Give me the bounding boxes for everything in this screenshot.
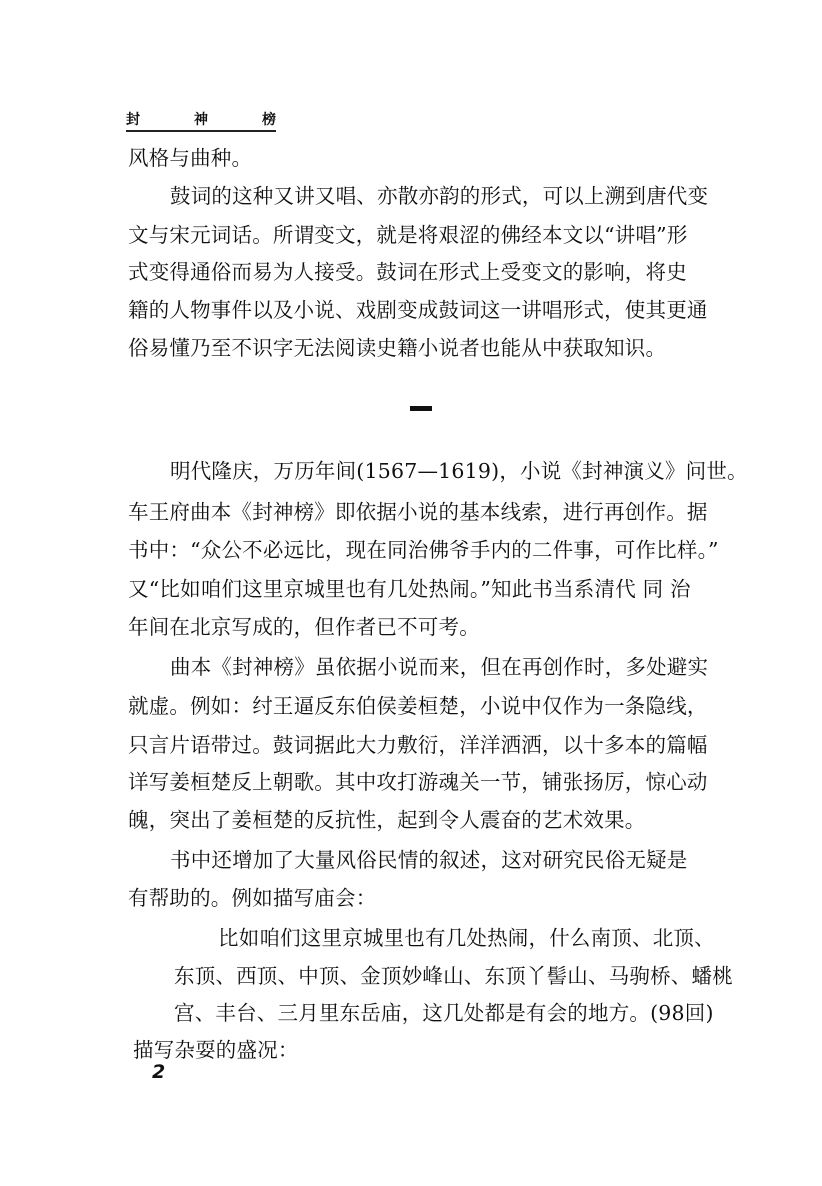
text-line: 鼓词的这种又讲又唱、亦散亦韵的形式，可以上溯到唐代变 — [170, 184, 709, 208]
running-title-char-2: 神 — [194, 112, 208, 128]
quote-line: 比如咱们这里京城里也有几处热闹，什么南顶、北顶、 — [218, 926, 715, 950]
text-line: 籍的人物事件以及小说、戏剧变成鼓词这一讲唱形式，使其更通 — [128, 298, 708, 322]
running-title-char-3: 榜 — [262, 112, 276, 128]
page-number: 2 — [152, 1061, 166, 1083]
text-line: 就虚。例如：纣王逼反东伯侯姜桓楚，小说中仅作为一条隐线， — [128, 694, 708, 718]
section-number-marker — [410, 406, 432, 411]
text-line: 俗易懂乃至不识字无法阅读史籍小说者也能从中获取知识。 — [128, 336, 667, 360]
text-line: 只言片语带过。鼓词据此大力敷衍，洋洋洒洒，以十多本的篇幅 — [128, 733, 708, 757]
text-line: 年间在北京写成的，但作者已不可考。 — [128, 615, 480, 639]
text-line: 风格与曲种。 — [128, 146, 253, 170]
text-line: 魄，突出了姜桓楚的反抗性，起到令人震奋的艺术效果。 — [128, 808, 646, 832]
running-header — [126, 106, 276, 132]
text-line: 书中还增加了大量风俗民情的叙述，这对研究民俗无疑是 — [170, 848, 688, 872]
text-line: 书中：“众公不必远比，现在同治佛爷手内的二件事，可作比样。” — [128, 538, 719, 562]
quote-line: 宫、丰台、三月里东岳庙，这几处都是有会的地方。(98回) — [174, 1001, 714, 1025]
quote-line: 东顶、西顶、中顶、金顶妙峰山、东顶丫髻山、马驹桥、蟠桃 — [174, 964, 733, 988]
text-line: 描写杂耍的盛况： — [133, 1038, 299, 1062]
text-line: 曲本《封神榜》虽依据小说而来，但在再创作时，多处避实 — [170, 655, 709, 679]
text-line: 有帮助的。例如描写庙会： — [128, 886, 377, 910]
running-title-char-1: 封 — [126, 112, 140, 128]
text-line: 式变得通俗而易为人接受。鼓词在形式上受变文的影响，将史 — [128, 260, 687, 284]
text-line: 文与宋元词话。所谓变文，就是将艰涩的佛经本文以“讲唱”形 — [128, 223, 688, 247]
text-line: 又“比如咱们这里京城里也有几处热闹。”知此书当系清代 同 治 — [128, 577, 691, 601]
text-line: 车王府曲本《封神榜》即依据小说的基本线索，进行再创作。据 — [128, 500, 708, 524]
text-line: 详写姜桓楚反上朝歌。其中攻打游魂关一节，铺张扬厉，惊心动 — [128, 770, 708, 794]
text-line: 明代隆庆，万历年间(1567—1619)，小说《封神演义》问世。 — [170, 459, 748, 483]
